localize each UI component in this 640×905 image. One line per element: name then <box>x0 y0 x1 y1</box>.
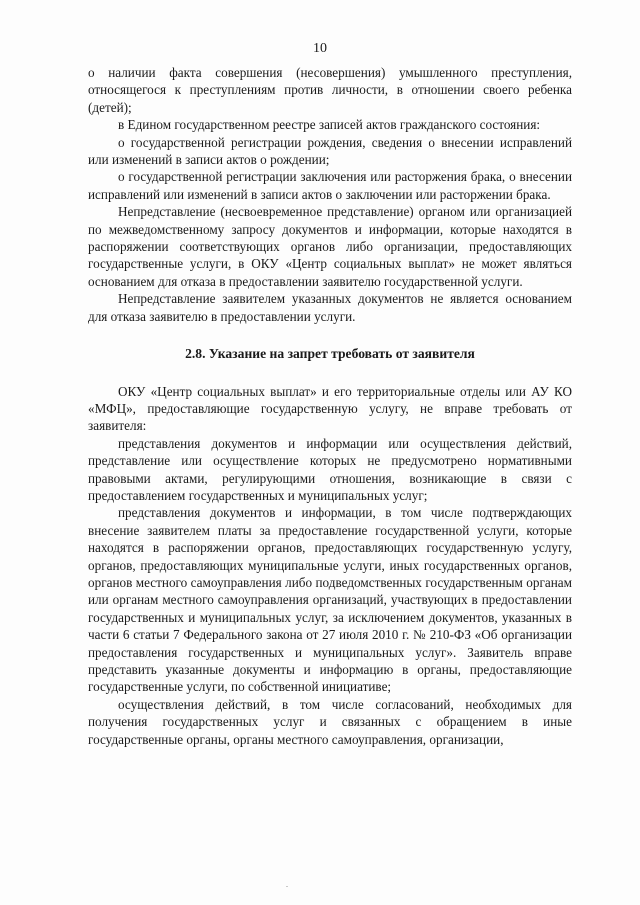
paragraphs-after-heading <box>88 383 572 749</box>
paragraph: представления документов и информации, в том числе подтверждающих внесение заявителем платы за предоставление государственной услуги, которые находятся в распоряжении органов, предоставляющих государственную услугу, органов, предоставляющих муниципальные услуги, иных государственных органов, органов местного самоуправления либо подведомственных государственным органам или органам местного самоуправления организаций, участвующих в предоставлении государственных и муниципальных услуг, за исключением документов, указанных в части 6 статьи 7 Федерального закона от 27 июля 2010 г. № 210-ФЗ «Об организации предоставления государственных и муниципальных услуг». Заявитель вправе представить указанные документы и информацию в органы, предоставляющие государственные услуги, по собственной инициативе; <box>88 505 572 695</box>
scan-speck <box>286 886 288 887</box>
paragraph: Непредставление (несвоевременное представление) органом или организацией по межведомственному запросу документов и информации, которые находятся в распоряжении соответствующих органов либо организации, предоставляющих государственные услуги, в ОКУ «Центр социальных выплат» не может являться основанием для отказа в предоставлении заявителю государственной услуги. <box>88 204 572 289</box>
paragraph: представления документов и информации или осуществления действий, представление или осуществление которых не предусмотрено нормативными правовыми актами, регулирующими отношения, возникающие в связи с предоставлением государственных и муниципальных услуг; <box>88 435 572 503</box>
paragraph: ОКУ «Центр социальных выплат» и его территориальные отделы или АУ КО «МФЦ», предоставляющие государственную услугу, не вправе требовать от заявителя: <box>88 383 572 434</box>
paragraph: осуществления действий, в том числе согласований, необходимых для получения государственных услуг и связанных с обращением в иные государственные органы, органы местного самоуправления, организации, <box>88 696 572 747</box>
paragraph: о государственной регистрации рождения, сведения о внесении исправлений или изменений в записи актов о рождении; <box>88 134 572 168</box>
paragraph: о государственной регистрации заключения или расторжения брака, о внесении исправлений или изменений в записи актов о заключении или расторжении брака. <box>88 169 572 202</box>
page-number: 10 <box>313 41 327 56</box>
paragraph: Непредставление заявителем указанных документов не является основанием для отказа заявителю в предоставлении услуги. <box>88 291 572 324</box>
section-heading: 2.8. Указание на запрет требовать от заявителя <box>185 346 475 362</box>
paragraphs-before-heading <box>88 64 572 325</box>
paragraph: в Едином государственном реестре записей актов гражданского состояния: <box>118 117 541 133</box>
paragraph: о наличии факта совершения (несовершения) умышленного преступления, относящегося к преступлениям против личности, в отношении своего ребенка (детей); <box>88 65 572 115</box>
document-body <box>88 64 572 748</box>
